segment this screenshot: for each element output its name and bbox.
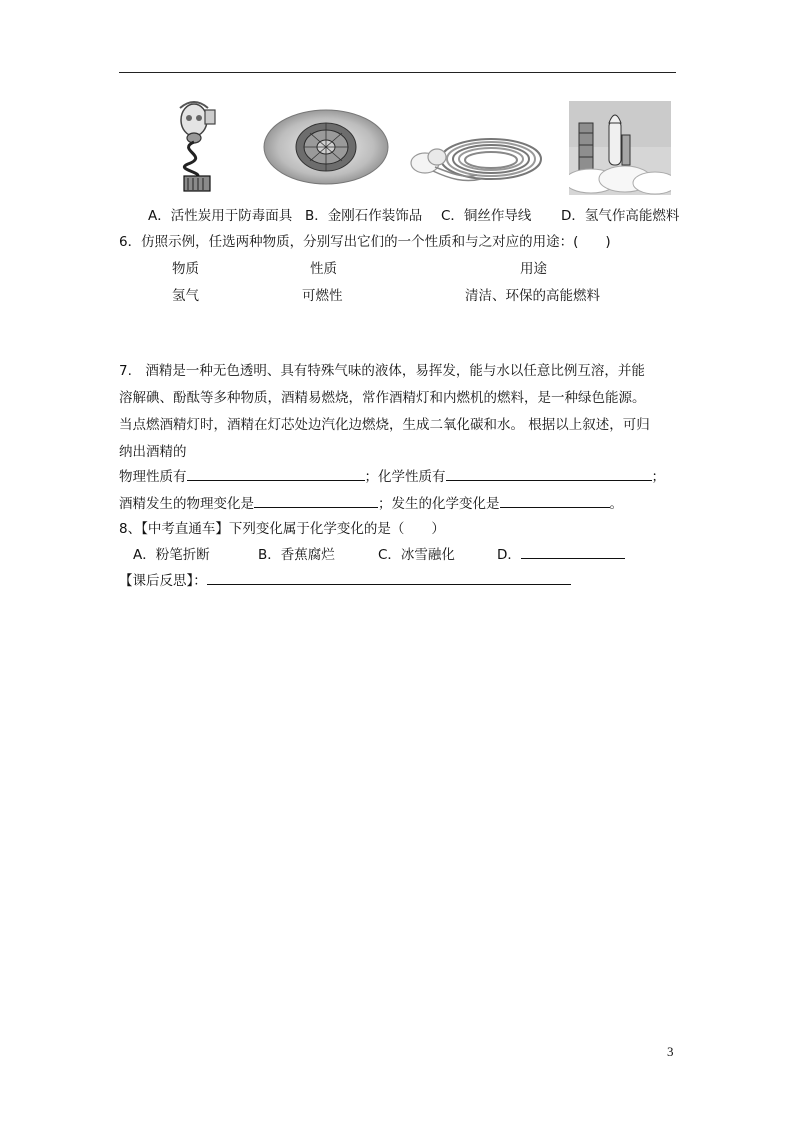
header-rule [119, 72, 676, 73]
q8-option-d: D． [497, 547, 521, 563]
q8-question: 8、【中考直通车】下列变化属于化学变化的是（ ） [119, 521, 445, 537]
q7-chemical-label: ；化学性质有 [364, 469, 446, 485]
q6-header-substance: 物质 [172, 261, 199, 277]
q8-option-a: A．粉笔折断 [133, 547, 210, 563]
page-number: 3 [667, 1044, 674, 1059]
q5-option-d: D．氢气作高能燃料 [561, 208, 680, 224]
q8-option-d-line [497, 543, 625, 563]
reflection-label: 【课后反思】： [119, 573, 207, 589]
diamond-ornament-icon [263, 108, 389, 186]
q7-chemical-answer-blank[interactable] [446, 466, 652, 481]
q7-changes-line [119, 492, 623, 512]
q6-example-use: 清洁、环保的高能燃料 [465, 288, 600, 304]
reflection-answer-blank[interactable] [207, 570, 571, 585]
q6-example-property: 可燃性 [302, 288, 343, 304]
q7-properties-line [119, 465, 665, 485]
reflection-line [119, 569, 571, 589]
q7-physical-answer-blank[interactable] [187, 466, 365, 481]
gas-mask-icon [168, 98, 230, 193]
q7-chemical-change-label: ；发生的化学变化是 [378, 496, 500, 512]
q7-text-line-2: 溶解碘、酚酞等多种物质，酒精易燃烧，常作酒精灯和内燃机的燃料，是一种绿色能源。 [119, 390, 646, 406]
q6-example-substance: 氢气 [172, 288, 199, 304]
q8-option-c: C．冰雪融化 [378, 547, 455, 563]
q7-physical-change-blank[interactable] [254, 493, 378, 508]
q6-question: 6．仿照示例，任选两种物质，分别写出它们的一个性质和与之对应的用途：( ) [119, 234, 611, 250]
q7-end-period: 。 [609, 496, 623, 512]
q5-option-c: C．铜丝作导线 [441, 208, 532, 224]
q7-physical-change-label: 酒精发生的物理变化是 [119, 496, 254, 512]
q8-option-b: B．香蕉腐烂 [258, 547, 335, 563]
q8-option-d-blank[interactable] [521, 544, 625, 559]
q7-text-line-4: 纳出酒精的 [119, 444, 187, 460]
copper-wire-coil-icon [405, 133, 545, 187]
q7-text-line-3: 当点燃酒精灯时，酒精在灯芯处边汽化边燃烧，生成二氧化碳和水。 根据以上叙述，可归 [119, 417, 650, 433]
q7-end-semicolon: ； [651, 469, 665, 485]
q5-option-a: A．活性炭用于防毒面具 [148, 208, 293, 224]
q6-header-property: 性质 [310, 261, 337, 277]
space-shuttle-launch-icon [569, 101, 671, 195]
q7-chemical-change-blank[interactable] [500, 493, 610, 508]
q5-option-b: B．金刚石作装饰品 [305, 208, 423, 224]
q7-physical-label: 物理性质有 [119, 469, 187, 485]
q7-text-line-1: 7. 酒精是一种无色透明、具有特殊气味的液体，易挥发，能与水以任意比例互溶，并能 [119, 363, 645, 379]
q6-header-use: 用途 [520, 261, 547, 277]
